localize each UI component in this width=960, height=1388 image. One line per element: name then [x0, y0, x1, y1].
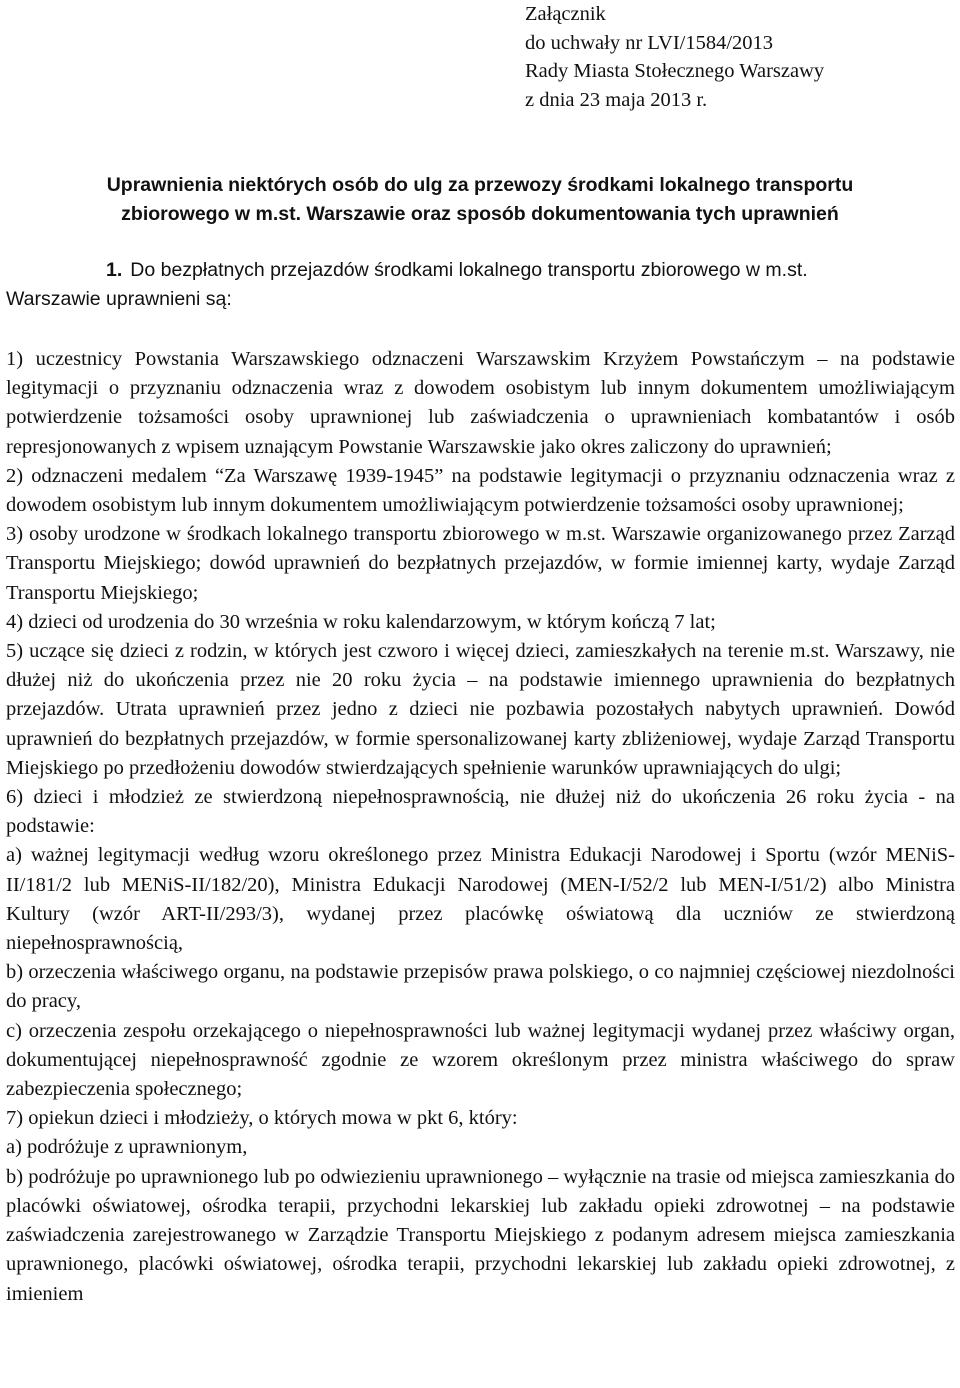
section-number: 1. [106, 259, 123, 281]
list-item-6c: c) orzeczenia zespołu orzekającego o niepełnosprawności lub ważnej legitymacji wydanej przez właściwy organ, dokumentującej niepełnosprawność zgodnie ze wzorem określonym przez ministra właściwego do spraw zabezpieczenia społecznego; [6, 1019, 955, 1101]
resolution-date: z dnia 23 maja 2013 r. [525, 88, 708, 111]
title-line-1: Uprawnienia niektórych osób do ulg za przewozy środkami lokalnego transportu [106, 174, 854, 196]
resolution-number: do uchwały nr LVI/1584/2013 [525, 31, 774, 54]
title-line-2: zbiorowego w m.st. Warszawie oraz sposób dokumentowania tych uprawnień [121, 203, 839, 225]
list-item-7b: b) podróżuje po uprawnionego lub po odwiezieniu uprawnionego – wyłącznie na trasie od miejsca zamieszkania do placówki oświatowej, ośrodka terapii, przychodni lekarskiej lub zakładu opieki zdrowotnej – na podstawie zaświadczenia zarejestrowanego w Zarządzie Transportu Miejskiego z podanym adresem miejsca zamieszkania uprawnionego, placówki oświatowej, ośrodka terapii, przychodni lekarskiej lub zakładu opieki zdrowotnej, z imieniem [6, 1165, 955, 1305]
section-1-heading-continued: Warszawie uprawnieni są: [6, 288, 232, 310]
entitlements-list [6, 345, 955, 1309]
annex-label: Załącznik [525, 3, 606, 25]
list-item-4: 4) dzieci od urodzenia do 30 września w roku kalendarzowym, w którym kończą 7 lat; [6, 610, 716, 633]
document-title [0, 171, 960, 229]
list-item-6: 6) dzieci i młodzież ze stwierdzoną niepełnosprawnością, nie dłużej niż do ukończenia 26 roku życia - na podstawie: [6, 786, 955, 838]
list-item-7: 7) opiekun dzieci i młodzieży, o których mowa w pkt 6, który: [6, 1107, 518, 1130]
section-1-heading [106, 256, 808, 285]
list-item-7a: a) podróżuje z uprawnionym, [6, 1136, 248, 1159]
section-heading-text: Do bezpłatnych przejazdów środkami lokalnego transportu zbiorowego w m.st. [130, 259, 808, 281]
list-item-3: 3) osoby urodzone w środkach lokalnego transportu zbiorowego w m.st. Warszawie organizowanego przez Zarząd Transportu Miejskiego; dowód uprawnień do bezpłatnych przejazdów, w formie imiennej karty, wydaje Zarząd Transportu Miejskiego; [6, 523, 955, 604]
annex-header [525, 0, 824, 114]
list-item-6b: b) orzeczenia właściwego organu, na podstawie przepisów prawa polskiego, o co najmniej częściowej niezdolności do pracy, [6, 961, 955, 1013]
list-item-2: 2) odznaczeni medalem “Za Warszawę 1939-1945” na podstawie legitymacji o przyznaniu odznaczenia wraz z dowodem osobistym lub innym dokumentem umożliwiającym potwierdzenie tożsamości osoby uprawnionej; [6, 464, 955, 517]
list-item-6a: a) ważnej legitymacji według wzoru określonego przez Ministra Edukacji Narodowej i Sportu (wzór MENiS-II/181/2 lub MENiS-II/182/20), Ministra Edukacji Narodowej (MEN-I/52/2 lub MEN-I/51/2) albo Ministra Kultury (wzór ART-II/293/3), wydanej przez placówkę oświatową dla uczniów ze stwierdzoną niepełnosprawnością, [6, 844, 955, 955]
council-name: Rady Miasta Stołecznego Warszawy [525, 60, 825, 82]
list-item-5: 5) uczące się dzieci z rodzin, w których jest czworo i więcej dzieci, zamieszkałych na terenie m.st. Warszawy, nie dłużej niż do ukończenia przez nie 20 roku życia – na podstawie imiennego uprawnienia do bezpłatnych przejazdów. Utrata uprawnień przez jedno z dzieci nie pozbawia pozostałych nabytych uprawnień. Dowód uprawnień do bezpłatnych przejazdów, w formie spersonalizowanej karty zbliżeniowej, wydaje Zarząd Transportu Miejskiego po przedłożeniu dowodów stwierdzających spełnienie warunków uprawniających do ulgi; [6, 640, 955, 779]
list-item-1: 1) uczestnicy Powstania Warszawskiego odznaczeni Warszawskim Krzyżem Powstańczym – na podstawie legitymacji o przyznaniu odznaczenia wraz z dowodem osobistym lub innym dokumentem umożliwiającym potwierdzenie tożsamości osoby uprawnionej lub zaświadczenia o uprawnieniach kombatantów i osób represjonowanych z wpisem uznającym Powstanie Warszawskie jako okres zaliczony do uprawnień; [6, 348, 955, 458]
